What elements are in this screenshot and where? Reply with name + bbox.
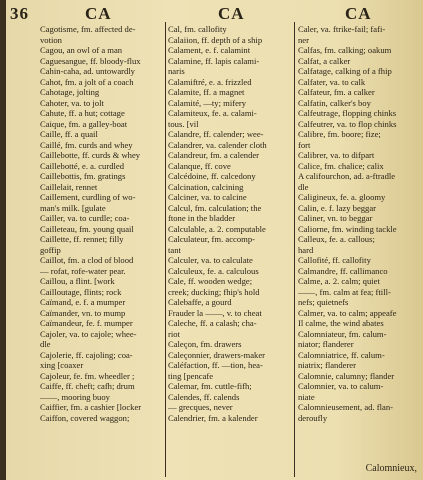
dictionary-entry-line: Calculable, a. 2. computable — [168, 223, 266, 234]
dictionary-entry-line: Calamité, —ty; mifery — [168, 97, 247, 108]
dictionary-entry-line: ting [pencafe — [168, 370, 214, 381]
page-edge — [0, 0, 6, 480]
dictionary-entry-line: Calfater, va. to calk — [298, 76, 366, 87]
dictionary-entry-line: tous. [vil — [168, 118, 199, 129]
dictionary-entry-line: Cajoler, va. to cajole; whee- — [40, 328, 137, 339]
dictionary-entry-line: Calanque, ff. cove — [168, 160, 231, 171]
dictionary-entry-line: Calfat, a calker — [298, 55, 351, 66]
dictionary-entry-line: Caiffon, covered waggon; — [40, 412, 130, 423]
dictionary-entry-line: ——, fm. calm at fea; ftill- — [298, 286, 391, 297]
dictionary-entry-line: Calibre, fm. boore; fize; — [298, 129, 381, 139]
dictionary-entry-line: dle — [298, 181, 309, 192]
dictionary-entry-line: Caillot, fm. a clod of blood — [40, 255, 134, 265]
dictionary-entry-line: Il calme, the wind abates — [298, 318, 384, 328]
dictionary-entry-line: Calamiftré, e. a. frizzled — [168, 76, 252, 87]
dictionary-entry-line: Calfeutrer, va. to flop chinks — [298, 118, 397, 129]
dictionary-entry-line: Caille, ff. a quail — [40, 129, 98, 139]
dictionary-entry-line: Frauder la ——, v. to cheat — [168, 307, 262, 318]
dictionary-entry-line: Caillebottis, fm. gratings — [40, 171, 126, 181]
dictionary-entry-line: niate — [298, 391, 315, 402]
dictionary-entry-line: Calomnier, va. to calum- — [298, 381, 384, 391]
dictionary-entry-line: ner — [298, 34, 309, 45]
dictionary-entry-line: Cahin-caha, ad. untowardly — [40, 66, 135, 76]
dictionary-entry-line: Caliner, vn. to beggar — [298, 213, 373, 223]
dictionary-entry-line: Caleçon, fm. drawers — [168, 339, 242, 349]
dictionary-entry-line: deroufly — [298, 412, 328, 423]
dictionary-entry-line: Calmer, va. to calm; appeafe — [298, 307, 397, 318]
dictionary-entry-line: Caillelait, rennet — [40, 181, 98, 192]
dictionary-entry-line: Cahot, fm. a jolt of a coach — [40, 76, 134, 87]
dictionary-entry-line: Caillebotté, e. a. curdled — [40, 160, 124, 171]
dictionary-entry-line: Caléfaction, ff. —tion, hea- — [168, 360, 263, 370]
dictionary-entry-line: Caleçonnier, drawers-maker — [168, 349, 266, 360]
dictionary-entry-line: Caillette, ff. rennet; filly — [40, 234, 124, 244]
dictionary-column-right — [298, 24, 423, 423]
dictionary-entry-line: Cailloutage, flints; rock — [40, 286, 122, 297]
dictionary-entry-line: riot — [168, 328, 180, 339]
dictionary-entry-line: A califourchon, ad. a-ftradle — [298, 171, 396, 181]
dictionary-entry-line: dle — [40, 339, 51, 349]
dictionary-entry-line: Cahoter, va. to jolt — [40, 97, 104, 108]
column-heading-left: CA — [85, 4, 112, 23]
dictionary-column-center — [168, 24, 292, 423]
dictionary-entry-line: Caïmandeur, fe. f. mumper — [40, 318, 133, 328]
dictionary-entry-line: Calaiion, ff. depth of a ship — [168, 34, 263, 45]
dictionary-entry-line: Calin, e. f. lazy beggar — [298, 202, 377, 213]
dictionary-entry-line: Cal, fm. callofity — [168, 24, 227, 34]
dictionary-entry-line: man's milk. [gulate — [40, 202, 106, 213]
dictionary-entry-line: Calfateur, fm. a calker — [298, 87, 375, 97]
dictionary-entry-line: Caguesangue, ff. bloody-flux — [40, 55, 141, 66]
dictionary-entry-line: Caillou, a flint. [work — [40, 276, 115, 286]
dictionary-entry-line: creek; ducking; fhip's hold — [168, 286, 260, 297]
dictionary-entry-line: Caïmand, e. f. a mumper — [40, 297, 126, 307]
dictionary-entry-line: Caiffier, fm. a cashier [locker — [40, 402, 142, 412]
dictionary-entry-line: — grecques, never — [168, 402, 233, 412]
dictionary-entry-line: Caler, va. ftrike-fail; fafi- — [298, 24, 386, 34]
dictionary-entry-line: Calculer, va. to calculate — [168, 255, 253, 265]
dictionary-entry-line: Calament, e. f. calamint — [168, 45, 251, 55]
dictionary-entry-line: Calebaffe, a gourd — [168, 297, 232, 307]
dictionary-entry-line: nefs; quietnefs — [298, 297, 349, 307]
dictionary-entry-line: Cale, ff. wooden wedge; — [168, 276, 253, 286]
dictionary-entry-line: Cahotage, jolting — [40, 87, 100, 97]
dictionary-entry-line: Calamite, ff. a magnet — [168, 87, 245, 97]
dictionary-entry-line: tant — [168, 244, 181, 255]
dictionary-entry-line: Cagotisme, fm. affected de- — [40, 24, 136, 34]
dictionary-entry-line: Calandrer, va. calender cloth — [168, 139, 267, 150]
dictionary-entry-line: Calfas, fm. calking; oakum — [298, 45, 392, 55]
dictionary-entry-line: Calendrier, fm. a kalender — [168, 412, 258, 423]
dictionary-entry-line: Calibrer, va. to difpart — [298, 150, 375, 160]
dictionary-entry-line: goffip — [40, 244, 61, 255]
dictionary-entry-line: Calamiteux, fe. a. calami- — [168, 108, 257, 118]
dictionary-entry-line: — rofat, rofe-water pear. — [40, 265, 126, 276]
dictionary-entry-line: Cajoleur, fe. fm. wheedler ; — [40, 370, 135, 381]
dictionary-entry-line: Calomnieusement, ad. flan- — [298, 402, 393, 412]
page-number: 36 — [10, 4, 29, 23]
dictionary-entry-line: Calice, fm. chalice; calix — [298, 160, 384, 171]
dictionary-entry-line: Cailler, va. to curdle; coa- — [40, 213, 130, 223]
column-heading-center: CA — [218, 4, 245, 23]
dictionary-entry-line: Calendes, ff. calends — [168, 391, 240, 402]
dictionary-entry-line: votion — [40, 34, 62, 45]
dictionary-entry-line: Calfeutrage, flopping chinks — [298, 108, 397, 118]
dictionary-entry-line: Calomniatrice, ff. calum- — [298, 349, 385, 360]
dictionary-entry-line: niator; flanderer — [298, 339, 354, 349]
dictionary-entry-line: hard — [298, 244, 314, 255]
dictionary-entry-line: fort — [298, 139, 311, 150]
dictionary-entry-line: Calfatage, calking of a fhip — [298, 66, 392, 76]
dictionary-entry-line: xing [coaxer — [40, 360, 84, 370]
dictionary-entry-line: Caligineux, fe. a. gloomy — [298, 192, 386, 202]
dictionary-entry-line: Caillé, fm. curds and whey — [40, 139, 133, 150]
dictionary-entry-line: Calleux, fe. a. callous; — [298, 234, 375, 244]
column-divider — [294, 22, 295, 477]
dictionary-entry-line: Calcédoine, ff. calcedony — [168, 171, 256, 181]
dictionary-entry-line: Calemar, fm. cuttle-fifh; — [168, 381, 252, 391]
dictionary-entry-line: Calandreur, fm. a calender — [168, 150, 260, 160]
dictionary-entry-line: Calciner, va. to calcine — [168, 192, 247, 202]
dictionary-entry-line: Calomnie, calumny; flander — [298, 370, 395, 381]
dictionary-entry-line: Calandre, ff. calender; wee- — [168, 129, 264, 139]
dictionary-entry-line: Caïmander, vn. to mump — [40, 307, 126, 318]
column-divider — [165, 22, 166, 477]
dictionary-entry-line: Calmandre, ff. callimanco — [298, 265, 388, 276]
dictionary-entry-line: naris — [168, 66, 185, 76]
dictionary-entry-line: ——, mooring buoy — [40, 391, 110, 402]
dictionary-column-left — [40, 24, 165, 423]
catchword: Calomnieux, — [365, 463, 417, 474]
column-heading-right: CA — [345, 4, 372, 23]
dictionary-entry-line: Cagou, an owl of a man — [40, 45, 123, 55]
dictionary-entry-line: Caillebotte, ff. curds & whey — [40, 150, 141, 160]
dictionary-entry-line: Calcination, calcining — [168, 181, 244, 192]
dictionary-entry-line: Caleche, ff. a calash; cha- — [168, 318, 257, 328]
dictionary-entry-line: Calculateur, fm. accomp- — [168, 234, 255, 244]
dictionary-entry-line: Cajolerie, ff. cajoling; coa- — [40, 349, 133, 360]
dictionary-entry-line: Cailleteau, fm. young quail — [40, 223, 134, 234]
dictionary-entry-line: Calfatin, calker's boy — [298, 97, 371, 108]
dictionary-entry-line: Calcul, fm. calculation; the — [168, 202, 262, 213]
dictionary-entry-line: Callofité, ff. callofity — [298, 255, 371, 265]
dictionary-entry-line: Calomniateur, fm. calum- — [298, 328, 387, 339]
dictionary-entry-line: Caillement, curdling of wo- — [40, 192, 136, 202]
dictionary-entry-line: Cahute, ff. a hut; cottage — [40, 108, 125, 118]
dictionary-entry-line: Calculeux, fe. a. calculous — [168, 265, 259, 276]
dictionary-entry-line: Caique, fm. a galley-boat — [40, 118, 128, 129]
dictionary-entry-line: Caiffe, ff. cheft; cafh; drum — [40, 381, 135, 391]
dictionary-entry-line: Caliorne, fm. winding tackle — [298, 223, 397, 234]
dictionary-entry-line: Calme, a. 2. calm; quiet — [298, 276, 380, 286]
dictionary-entry-line: Calamine, ff. lapis calami- — [168, 55, 260, 66]
dictionary-entry-line: ftone in the bladder — [168, 213, 236, 223]
dictionary-entry-line: niatrix; flanderer — [298, 360, 356, 370]
